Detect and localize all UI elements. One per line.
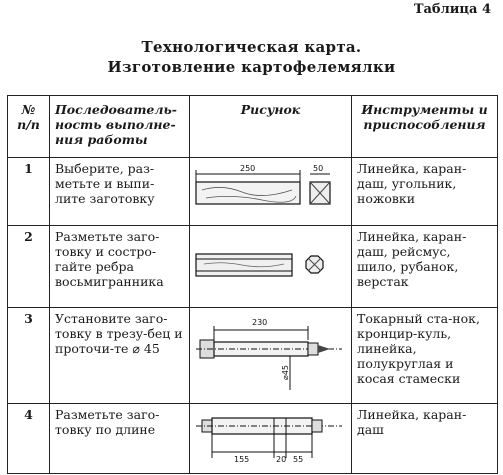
- row-tools: Линейка, каран-даш, рейсмус, шило, рубанок, верстак: [352, 226, 498, 308]
- row-tools: Линейка, каран-даш: [352, 404, 498, 474]
- row-step: Разметьте заго-товку и состро-гайте ребра восьмигранника: [50, 226, 190, 308]
- header-figure: Рисунок: [190, 96, 352, 158]
- tech-card-table: [7, 95, 498, 474]
- figure-cell: [190, 226, 352, 308]
- table-row: [8, 226, 498, 308]
- row-step: Разметьте заго-товку по длине: [50, 404, 190, 474]
- header-steps: Последователь-ность выполне-ния работы: [50, 96, 190, 158]
- lathe-drawing: [192, 310, 348, 398]
- page-subtitle: Изготовление картофелемялки: [107, 58, 396, 76]
- table-row: [8, 308, 498, 404]
- header-tools: Инструменты и приспособления: [352, 96, 498, 158]
- row-tools: Токарный ста-нок, кронцир-куль, линейка, полукруглая и косая стамески: [352, 308, 498, 404]
- row-number: 3: [8, 308, 50, 404]
- marking-drawing: [192, 406, 348, 468]
- row-number: 1: [8, 158, 50, 226]
- row-tools: Линейка, каран-даш, угольник, ножовки: [352, 158, 498, 226]
- row-step: Выберите, раз-метьте и выпи-лите заготовку: [50, 158, 190, 226]
- row-step: Установите заго-товку в трезу-бец и проточи-те ⌀ 45: [50, 308, 190, 404]
- dim-label: 55: [293, 455, 304, 464]
- table-row: [8, 158, 498, 226]
- table-number-label: Таблица 4: [413, 2, 491, 17]
- octagon-drawing: [192, 228, 348, 302]
- page-title: Технологическая карта.: [141, 38, 362, 56]
- blank-drawing: [192, 160, 348, 220]
- figure-cell: [190, 404, 352, 474]
- dim-label: 230: [252, 318, 268, 327]
- figure-cell: [190, 158, 352, 226]
- header-num: № п/п: [8, 96, 50, 158]
- dim-label: 155: [234, 455, 250, 464]
- table-row: [8, 404, 498, 474]
- dim-label: 20: [276, 455, 287, 464]
- header-row: [8, 96, 498, 158]
- row-number: 4: [8, 404, 50, 474]
- row-number: 2: [8, 226, 50, 308]
- dim-label: 250: [240, 164, 256, 173]
- dim-label: 50: [313, 164, 324, 173]
- figure-cell: [190, 308, 352, 404]
- dim-label: ⌀45: [281, 365, 290, 380]
